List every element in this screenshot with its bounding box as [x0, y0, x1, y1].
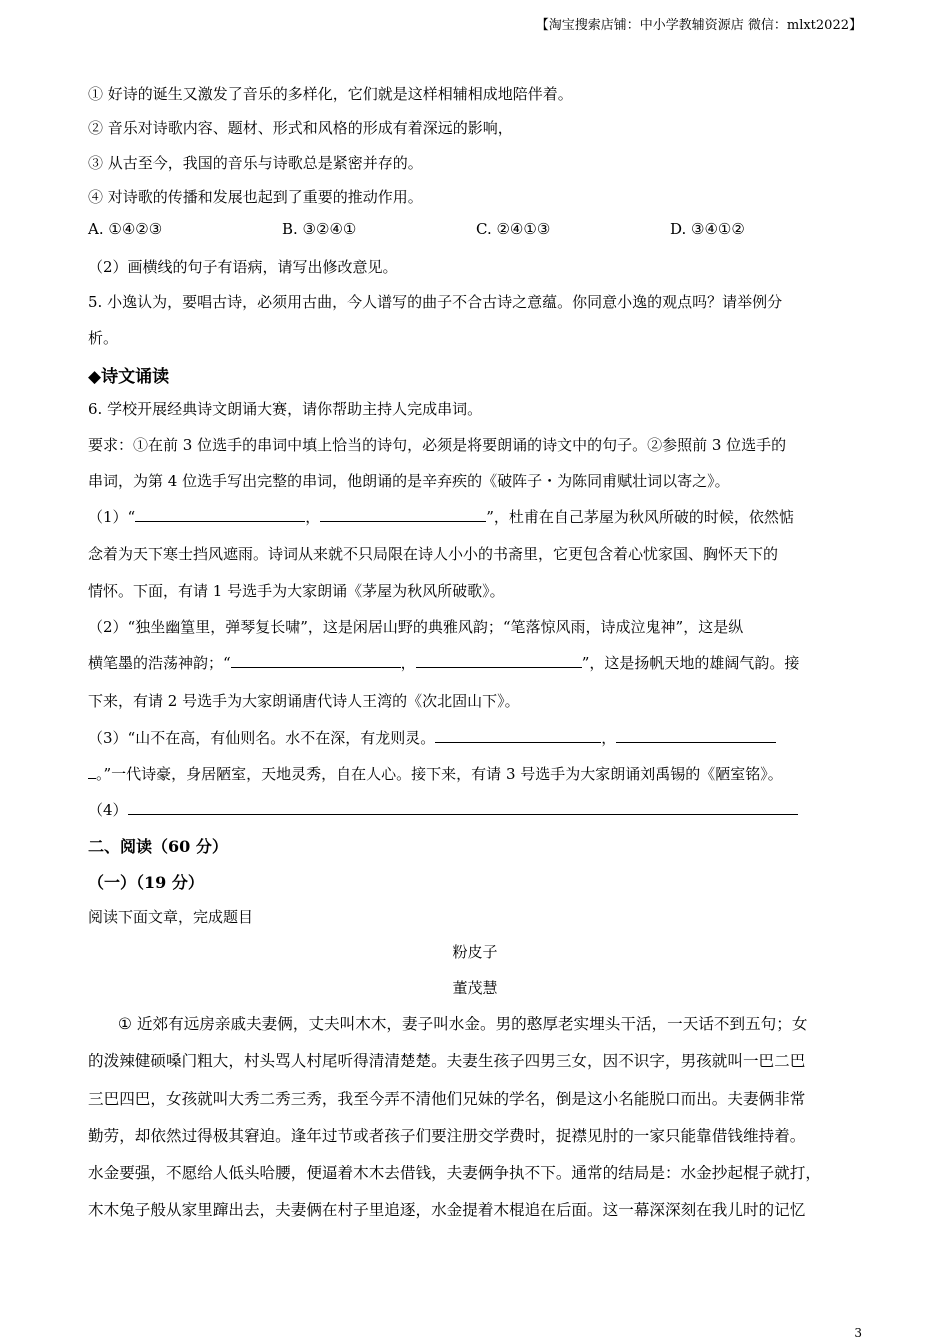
article-line: ① 近郊有远房亲戚夫妻俩，丈夫叫木木，妻子叫水金。男的憨厚老实埋头干活，一天话不到五句；女	[118, 1015, 808, 1033]
q6-sub-2-suffix: ”，这是扬帆天地的雄阔气韵。接	[581, 654, 800, 672]
q6-requirement-2: 串词，为第 4 位选手写出完整的串词，他朗诵的是辛弃疾的《破阵子・为陈同甫赋壮词以寄之》。	[88, 472, 730, 490]
answer-blank[interactable]	[135, 507, 305, 522]
article-author: 董茂慧	[452, 979, 498, 997]
article-line: 水金要强，不愿给人低头哈腰，便逼着木木去借钱，夫妻俩争执不下。通常的结局是：水金抄起棍子就打，	[88, 1164, 821, 1182]
article-line: 三巴四巴，女孩就叫大秀二秀三秀，我至今弄不清他们兄妹的学名，倒是这小名能脱口而出。夫妻俩非常	[88, 1090, 806, 1108]
q6-sub-4-prefix: （4）	[88, 801, 128, 819]
q4-option-a: A. ①④②③	[88, 220, 163, 238]
q6-sub-2-prefix: 横笔墨的浩荡神韵；“	[88, 654, 231, 672]
q6-sub-3-prefix: （3）“山不在高，有仙则名。水不在深，有龙则灵。	[88, 729, 436, 747]
article-line: 木木兔子般从家里蹿出去，夫妻俩在村子里追逐，水金提着木棍追在后面。这一幕深深刻在我儿时的记忆	[88, 1201, 806, 1219]
article-line: 的泼辣健硕嗓门粗大，村头骂人村尾听得清清楚楚。夫妻生孩子四男三女，因不识字，男孩就叫一巴二巴	[88, 1052, 806, 1070]
answer-blank[interactable]	[128, 800, 798, 815]
article-title: 粉皮子	[452, 943, 498, 961]
q4-option-d: D. ③④①②	[670, 220, 745, 238]
section-reading-heading: 二、阅读（60 分）	[88, 837, 228, 856]
q6-sub-1-line-1	[88, 506, 794, 527]
q4-option-b: B. ③②④①	[282, 220, 357, 238]
q6-sub-1-suffix: ”，杜甫在自己茅屋为秋风所破的时候，依然惦	[486, 508, 794, 526]
q6-requirement-1: 要求：①在前 3 位选手的串词中填上恰当的诗句，必须是将要朗诵的诗文中的句子。②参照前 3 位选手的	[88, 436, 787, 454]
q6-sub-1-separator: ，	[305, 508, 321, 526]
q6-sub-4-line	[88, 799, 798, 820]
q4-item-1: ① 好诗的诞生又激发了音乐的多样化，它们就是这样相辅相成地陪伴着。	[88, 85, 573, 103]
article-line: 勤劳，却依然过得极其窘迫。逢年过节或者孩子们要注册交学费时，捉襟见肘的一家只能靠借钱维持着。	[88, 1127, 806, 1145]
q6-sub-1-line-2: 念着为天下寒士挡风遮雨。诗词从来就不只局限在诗人小小的书斋里，它更包含着心忧家国、胸怀天下的	[88, 545, 779, 563]
q6-sub-2-separator: ，	[400, 654, 416, 672]
answer-blank[interactable]	[435, 728, 601, 743]
q6-intro: 6. 学校开展经典诗文朗诵大赛，请你帮助主持人完成串词。	[88, 400, 483, 418]
q6-sub-3-line-2	[88, 763, 783, 784]
q6-sub-3-suffix: 。”一代诗豪，身居陋室，天地灵秀，自在人心。接下来，有请 3 号选手为大家朗诵刘禹锡的《陋室铭》。	[96, 765, 783, 783]
reading-part-1-heading: （一）（19 分）	[88, 873, 204, 892]
answer-blank[interactable]	[616, 728, 776, 743]
section-recite-heading: ◆诗文诵读	[88, 367, 170, 387]
q6-sub-1-prefix: （1）“	[88, 508, 136, 526]
q6-sub-2-line-2	[88, 652, 799, 673]
header-shop-note: 【淘宝搜索店铺：中小学教辅资源店 微信：mlxt2022】	[535, 18, 862, 33]
q6-sub-1-line-3: 情怀。下面，有请 1 号选手为大家朗诵《茅屋为秋风所破歌》。	[88, 582, 505, 600]
q6-sub-3-line-1	[88, 727, 776, 748]
answer-blank[interactable]	[416, 653, 582, 668]
answer-blank[interactable]	[231, 653, 401, 668]
q6-sub-3-separator: ，	[601, 729, 617, 747]
page-number: 3	[854, 1326, 862, 1340]
q4-option-c: C. ②④①③	[476, 220, 551, 238]
q6-sub-2-line-1: （2）“独坐幽篁里，弹琴复长啸”，这是闲居山野的典雅风韵；“笔落惊风雨，诗成泣鬼神”，这是纵	[88, 618, 744, 636]
q5-line-2: 析。	[88, 329, 119, 347]
q6-sub-2-line-3: 下来，有请 2 号选手为大家朗诵唐代诗人王湾的《次北固山下》。	[88, 692, 520, 710]
q5-line-1: 5. 小逸认为，要唱古诗，必须用古曲，今人谱写的曲子不合古诗之意蕴。你同意小逸的观点吗？请举例分	[88, 293, 783, 311]
answer-blank[interactable]	[320, 507, 486, 522]
q4-item-3: ③ 从古至今，我国的音乐与诗歌总是紧密并存的。	[88, 154, 423, 172]
q4-sub-question-2: （2）画横线的句子有语病，请写出修改意见。	[88, 258, 398, 276]
q4-item-4: ④ 对诗歌的传播和发展也起到了重要的推动作用。	[88, 188, 423, 206]
q4-item-2: ② 音乐对诗歌内容、题材、形式和风格的形成有着深远的影响，	[88, 119, 513, 137]
answer-blank[interactable]	[88, 764, 96, 779]
reading-instruction: 阅读下面文章，完成题目	[88, 908, 254, 926]
